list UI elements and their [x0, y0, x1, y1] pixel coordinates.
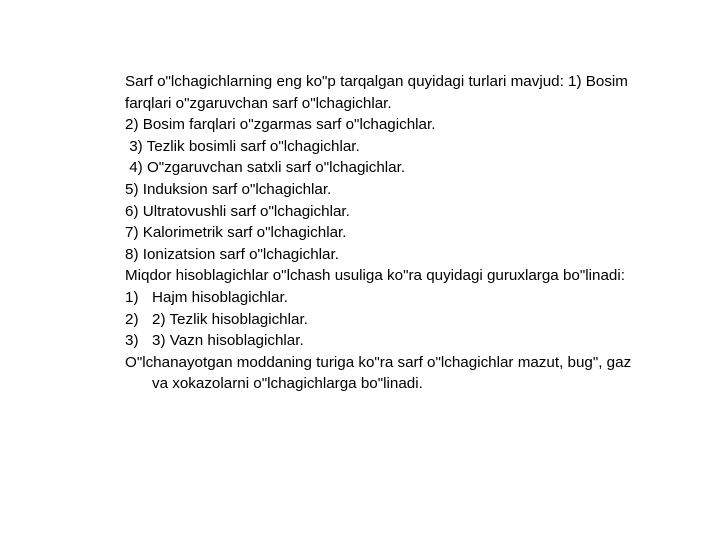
- list-item-8: 8) Ionizatsion sarf o"lchagichlar.: [125, 245, 339, 263]
- closing-paragraph: O"lchanayotgan moddaning turiga ko"ra sarf o"lchagichlar mazut, bug", gaz va xokazolarni o"lchagichlarga bo"linadi.: [125, 353, 632, 393]
- list-item-text: Hajm hisoblagichlar.: [152, 288, 288, 306]
- slide-text-body: [125, 71, 645, 395]
- meter-groups-paragraph: Miqdor hisoblagichlar o"lchash usuliga ko"ra quyidagi guruxlarga bo"linadi:: [125, 267, 625, 285]
- list-item-text: 3) Vazn hisoblagichlar.: [152, 332, 304, 350]
- numbered-list-item: [125, 330, 645, 352]
- intro-paragraph: Sarf o"lchagichlarning eng ko"p tarqalgan quyidagi turlari mavjud: 1) Bosim farqlari o"zgaruvchan sarf o"lchagichlar.: [125, 73, 628, 112]
- list-number: 1): [125, 288, 139, 306]
- list-number: 2): [125, 310, 139, 328]
- numbered-list-item: [125, 287, 645, 309]
- list-number: 3): [125, 332, 139, 350]
- list-item-3: 3) Tezlik bosimli sarf o"lchagichlar.: [125, 137, 360, 155]
- list-item-text: 2) Tezlik hisoblagichlar.: [152, 310, 308, 328]
- list-item-5: 5) Induksion sarf o"lchagichlar.: [125, 180, 332, 198]
- list-item-7: 7) Kalorimetrik sarf o"lchagichlar.: [125, 224, 347, 242]
- list-item-4: 4) O"zgaruvchan satxli sarf o"lchagichlar.: [125, 159, 406, 177]
- list-item-2: 2) Bosim farqlari o"zgarmas sarf o"lchagichlar.: [125, 116, 436, 134]
- list-item-6: 6) Ultratovushli sarf o"lchagichlar.: [125, 202, 350, 220]
- numbered-list-item: [125, 309, 645, 331]
